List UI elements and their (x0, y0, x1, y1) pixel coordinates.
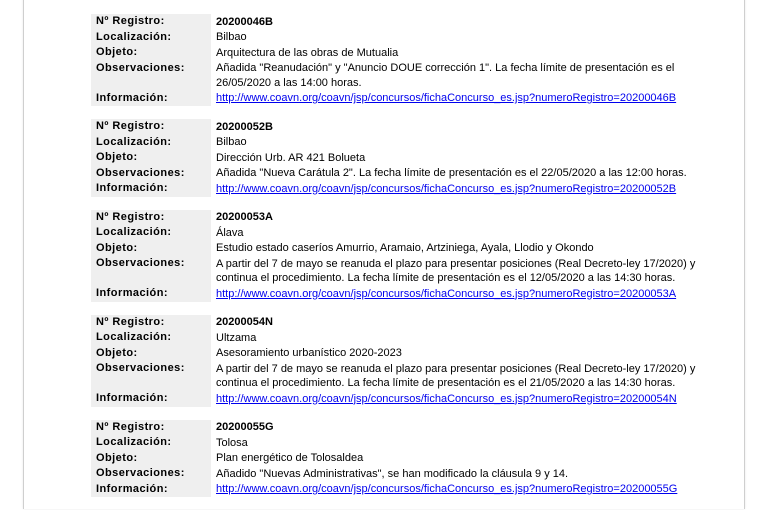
value-observaciones: Añadida "Reanudación" y "Anuncio DOUE corrección 1". La fecha límite de presentación es el 26/05/2020 a las 14:00 horas. (216, 62, 675, 89)
label-localizacion: Localización: (91, 435, 211, 451)
row-informacion (91, 181, 711, 197)
row-observaciones (91, 166, 711, 182)
row-observaciones (91, 61, 711, 91)
row-registro (91, 420, 711, 436)
value-informacion (211, 91, 711, 107)
row-objeto (91, 451, 711, 467)
info-link[interactable]: http://www.coavn.org/coavn/jsp/concursos/fichaConcurso_es.jsp?numeroRegistro=20200046B (216, 92, 677, 104)
label-informacion: Información: (91, 286, 211, 302)
label-localizacion: Localización: (91, 135, 211, 151)
label-objeto: Objeto: (91, 241, 211, 257)
value-informacion (211, 391, 711, 407)
label-localizacion: Localización: (91, 30, 211, 46)
row-informacion (91, 286, 711, 302)
row-objeto (91, 45, 711, 61)
value-registro: 20200055G (216, 421, 274, 433)
value-informacion (211, 482, 711, 498)
value-objeto: Estudio estado caseríos Amurrio, Aramaio, Artziniega, Ayala, Llodio y Okondo (216, 242, 594, 254)
value-observaciones: Añadido "Nuevas Administrativas", se han modificado la cláusula 9 y 14. (216, 467, 569, 480)
label-localizacion: Localización: (91, 330, 211, 346)
info-link[interactable]: http://www.coavn.org/coavn/jsp/concursos/fichaConcurso_es.jsp?numeroRegistro=20200055G (216, 483, 678, 495)
label-observaciones: Observaciones: (91, 361, 211, 391)
row-objeto (91, 346, 711, 362)
value-objeto: Plan energético de Tolosaldea (216, 452, 364, 464)
label-observaciones: Observaciones: (91, 466, 211, 482)
row-registro (91, 14, 711, 30)
info-link[interactable]: http://www.coavn.org/coavn/jsp/concursos/fichaConcurso_es.jsp?numeroRegistro=20200053A (216, 287, 677, 300)
value-localizacion: Bilbao (216, 31, 247, 43)
row-observaciones (91, 361, 711, 391)
label-registro: Nº Registro: (91, 315, 211, 331)
value-observaciones: A partir del 7 de mayo se reanuda el plazo para presentar posiciones (Real Decreto-ley 17/2020) y continua el procedimiento. La fecha límite de presentación es el 12/05/2020 a las 14:30 horas. (216, 257, 696, 284)
value-registro: 20200054N (216, 316, 273, 328)
row-informacion (91, 91, 711, 107)
label-registro: Nº Registro: (91, 14, 211, 30)
label-registro: Nº Registro: (91, 210, 211, 226)
value-localizacion: Álava (216, 226, 244, 239)
tender-list (91, 14, 711, 510)
row-observaciones (91, 466, 711, 482)
value-registro: 20200052B (216, 120, 273, 133)
row-objeto (91, 150, 711, 166)
tender-entry (91, 119, 711, 197)
info-link[interactable]: http://www.coavn.org/coavn/jsp/concursos/fichaConcurso_es.jsp?numeroRegistro=20200054N (216, 392, 677, 405)
value-registro: 20200046B (216, 15, 273, 28)
label-informacion: Información: (91, 181, 211, 197)
row-registro (91, 315, 711, 331)
value-localizacion: Ultzama (216, 331, 257, 344)
info-link[interactable]: http://www.coavn.org/coavn/jsp/concursos/fichaConcurso_es.jsp?numeroRegistro=20200052B (216, 182, 677, 195)
value-observaciones: A partir del 7 de mayo se reanuda el plazo para presentar posiciones (Real Decreto-ley 17/2020) y continua el procedimiento. La fecha límite de presentación es el 21/05/2020 a las 14:30 horas. (216, 362, 696, 389)
label-registro: Nº Registro: (91, 420, 211, 436)
label-informacion: Información: (91, 391, 211, 407)
tender-entry (91, 315, 711, 407)
value-objeto: Dirección Urb. AR 421 Bolueta (216, 151, 366, 164)
label-localizacion: Localización: (91, 225, 211, 241)
value-objeto: Arquitectura de las obras de Mutualia (216, 46, 399, 59)
label-observaciones: Observaciones: (91, 166, 211, 182)
value-registro: 20200053A (216, 211, 273, 223)
label-informacion: Información: (91, 91, 211, 107)
row-localizacion (91, 330, 711, 346)
row-objeto (91, 241, 711, 257)
value-informacion (211, 181, 711, 197)
label-objeto: Objeto: (91, 150, 211, 166)
tender-entry (91, 420, 711, 498)
value-informacion (211, 286, 711, 302)
label-objeto: Objeto: (91, 346, 211, 362)
label-registro: Nº Registro: (91, 119, 211, 135)
label-observaciones: Observaciones: (91, 256, 211, 286)
label-objeto: Objeto: (91, 451, 211, 467)
value-localizacion: Tolosa (216, 436, 248, 449)
row-localizacion (91, 435, 711, 451)
value-localizacion: Bilbao (216, 136, 247, 148)
row-observaciones (91, 256, 711, 286)
value-objeto: Asesoramiento urbanístico 2020-2023 (216, 347, 402, 359)
row-registro (91, 210, 711, 226)
row-informacion (91, 391, 711, 407)
row-registro (91, 119, 711, 135)
label-informacion: Información: (91, 482, 211, 498)
row-localizacion (91, 30, 711, 46)
row-localizacion (91, 135, 711, 151)
tender-entry (91, 14, 711, 106)
value-observaciones: Añadida "Nueva Carátula 2". La fecha límite de presentación es el 22/05/2020 a las 12:00 horas. (216, 167, 687, 179)
tender-entry (91, 210, 711, 302)
label-observaciones: Observaciones: (91, 61, 211, 91)
label-objeto: Objeto: (91, 45, 211, 61)
row-localizacion (91, 225, 711, 241)
row-informacion (91, 482, 711, 498)
